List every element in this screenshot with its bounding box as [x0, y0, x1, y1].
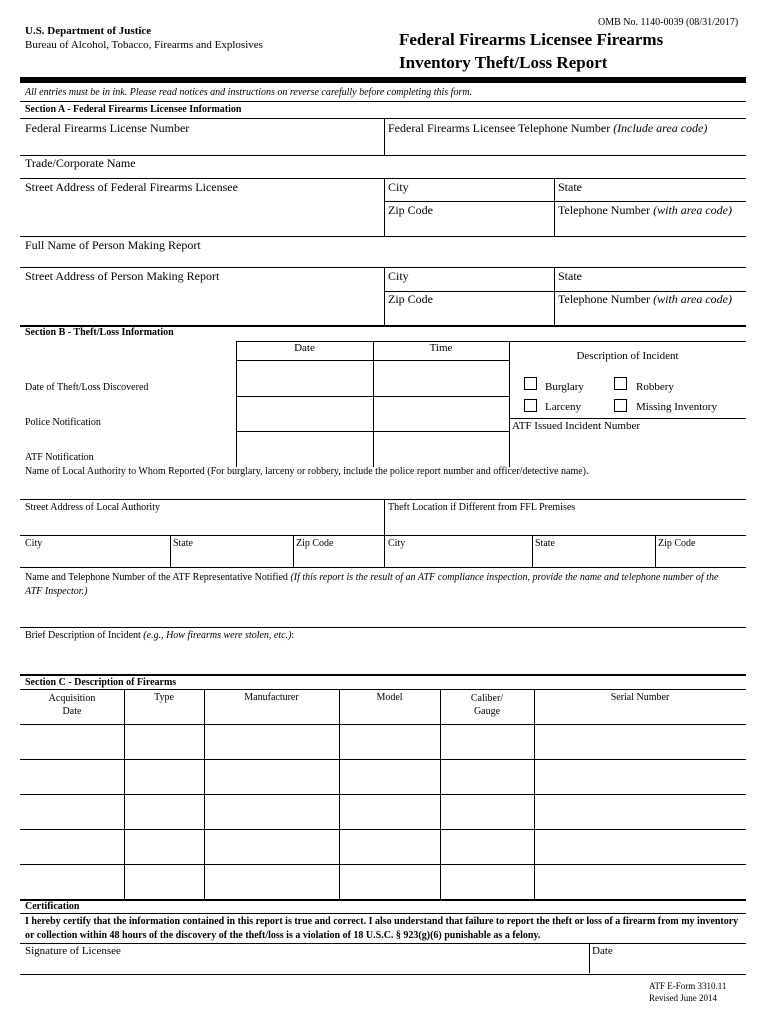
divider	[293, 535, 294, 567]
telephone-label: Telephone Number	[558, 203, 654, 217]
burglary-label: Burglary	[545, 381, 584, 393]
divider	[20, 689, 746, 690]
reporter-telephone-field[interactable]	[558, 292, 743, 322]
divider	[384, 267, 385, 325]
police-time-field[interactable]	[375, 398, 507, 429]
section-c-title: Section C - Description of Firearms	[25, 677, 177, 688]
state-label: State	[173, 538, 193, 549]
firearm-table-row[interactable]	[20, 725, 746, 758]
header-rule	[20, 77, 746, 83]
divider	[20, 567, 746, 568]
licensee-phone-field[interactable]	[388, 121, 743, 154]
discovered-date-field[interactable]	[238, 362, 371, 395]
atf-representative-label: Name and Telephone Number of the ATF Representative Notified	[25, 572, 291, 583]
licensee-city-field[interactable]	[388, 180, 551, 200]
police-date-field[interactable]	[238, 398, 371, 429]
divider	[20, 267, 746, 268]
divider	[20, 535, 746, 536]
local-authority-field[interactable]	[25, 466, 740, 496]
divider	[554, 178, 555, 236]
telephone-note: (with area code)	[653, 292, 733, 306]
brief-description-field[interactable]	[25, 630, 740, 672]
state-label: State	[535, 538, 555, 549]
divider	[655, 535, 656, 567]
city-label: City	[25, 538, 43, 549]
robbery-checkbox[interactable]	[614, 377, 627, 390]
divider	[170, 535, 171, 567]
acquisition-header-line2: Date	[62, 706, 82, 717]
city-label: City	[388, 538, 406, 549]
firearm-table-row[interactable]	[20, 865, 746, 898]
burglary-checkbox[interactable]	[524, 377, 537, 390]
reporter-name-field[interactable]	[25, 238, 740, 266]
divider	[20, 627, 746, 628]
acquisition-date-header	[20, 692, 124, 718]
signature-date-label: Date	[592, 945, 613, 957]
location-zip-field[interactable]	[658, 538, 743, 564]
atf-representative-field[interactable]	[25, 571, 725, 625]
bureau-name: Bureau of Alcohol, Tobacco, Firearms and Explosives	[25, 39, 263, 51]
brief-description-label: Brief Description of Incident	[25, 630, 144, 641]
robbery-label: Robbery	[636, 381, 674, 393]
authority-city-field[interactable]	[25, 538, 167, 564]
atf-representative-note: (If this report is the result of an ATF compliance inspection, provide the name and telephone number of the ATF Inspector.)	[25, 572, 719, 597]
divider	[20, 943, 746, 944]
divider	[20, 499, 746, 500]
acquisition-header-line1: Acquisition	[48, 693, 96, 704]
license-number-label: Federal Firearms License Number	[25, 121, 190, 135]
section-b-title: Section B - Theft/Loss Information	[25, 327, 174, 338]
authority-state-field[interactable]	[173, 538, 290, 564]
form-number: ATF E-Form 3310.11	[649, 981, 727, 991]
zip-label: Zip Code	[296, 538, 334, 549]
signature-label: Signature of Licensee	[25, 945, 121, 957]
licensee-zip-field[interactable]	[388, 203, 551, 233]
authority-street-field[interactable]	[25, 502, 380, 532]
section-a-title: Section A - Federal Firearms Licensee Information	[25, 104, 242, 115]
divider	[236, 396, 509, 397]
licensee-phone-label: Federal Firearms Licensee Telephone Number	[388, 121, 614, 135]
larceny-checkbox[interactable]	[524, 399, 537, 412]
trade-name-field[interactable]	[25, 156, 740, 178]
licensee-state-field[interactable]	[558, 180, 743, 200]
zip-label: Zip Code	[388, 203, 433, 217]
brief-description-note: (e.g., How firearms were stolen, etc.)	[143, 630, 292, 641]
form-title-line1: Federal Firearms Licensee Firearms	[399, 30, 664, 49]
section-divider	[20, 674, 746, 676]
caliber-gauge-header	[440, 692, 534, 718]
form-title-line2: Inventory Theft/Loss Report	[399, 53, 608, 72]
omb-number: OMB No. 1140-0039 (08/31/2017)	[598, 17, 739, 28]
certification-statement: I hereby certify that the information contained in this report is true and correct. I also understand that failure to report the theft or loss of a firearm from my inventory or collection within 48 hours of the discovery of the theft/loss is a violation of 18 U.S.C. § 923(g)(6) punishable as a felony.	[25, 916, 739, 941]
description-header: Description of Incident	[576, 350, 679, 362]
location-city-field[interactable]	[388, 538, 529, 564]
reporter-street-field[interactable]	[25, 269, 380, 324]
divider	[20, 913, 746, 914]
atf-row-label: ATF Notification	[25, 452, 94, 463]
revision-date: Revised June 2014	[649, 993, 717, 1003]
police-row-label: Police Notification	[25, 417, 101, 428]
agency-name: U.S. Department of Justice	[25, 25, 152, 37]
firearm-table-row[interactable]	[20, 830, 746, 863]
divider	[589, 943, 590, 973]
telephone-label: Telephone Number	[558, 292, 654, 306]
theft-location-field[interactable]	[388, 502, 743, 532]
authority-zip-field[interactable]	[296, 538, 381, 564]
state-label: State	[558, 180, 582, 194]
licensee-street-field[interactable]	[25, 180, 380, 236]
divider	[20, 101, 746, 102]
divider	[20, 178, 746, 179]
licensee-street-label: Street Address of Federal Firearms Licensee	[25, 180, 238, 194]
caliber-header-line2: Gauge	[473, 706, 501, 717]
location-state-field[interactable]	[535, 538, 652, 564]
discovered-row-label: Date of Theft/Loss Discovered	[25, 382, 149, 393]
larceny-label: Larceny	[545, 401, 582, 413]
divider	[20, 236, 746, 237]
divider	[384, 499, 385, 567]
authority-street-label: Street Address of Local Authority	[25, 502, 160, 513]
divider	[236, 360, 509, 361]
reporter-state-field[interactable]	[558, 269, 743, 289]
divider	[532, 535, 533, 567]
signature-field[interactable]	[25, 945, 585, 971]
reporter-name-label: Full Name of Person Making Report	[25, 238, 201, 252]
zip-label: Zip Code	[388, 292, 433, 306]
missing-inventory-checkbox[interactable]	[614, 399, 627, 412]
time-column-header: Time	[429, 342, 453, 354]
zip-label: Zip Code	[658, 538, 696, 549]
divider	[20, 974, 746, 975]
licensee-telephone-field[interactable]	[558, 203, 743, 233]
state-label: State	[558, 269, 582, 283]
date-column-header: Date	[294, 342, 315, 354]
theft-location-label: Theft Location if Different from FFL Premises	[388, 502, 576, 513]
atf-incident-number-label: ATF Issued Incident Number	[512, 420, 641, 432]
city-label: City	[388, 180, 409, 194]
city-label: City	[388, 269, 409, 283]
caliber-header-line1: Caliber/	[470, 693, 504, 704]
atf-incident-number-field[interactable]	[512, 420, 744, 464]
brief-description-colon: :	[291, 630, 295, 641]
divider	[509, 418, 746, 419]
divider	[20, 118, 746, 119]
certification-title: Certification	[25, 901, 80, 912]
divider	[236, 431, 509, 432]
reporter-city-field[interactable]	[388, 269, 551, 289]
divider	[554, 267, 555, 325]
section-divider	[20, 899, 746, 901]
divider	[384, 201, 746, 202]
type-header: Type	[154, 692, 174, 703]
manufacturer-header: Manufacturer	[244, 692, 299, 703]
reporter-zip-field[interactable]	[388, 292, 551, 322]
reporter-street-label: Street Address of Person Making Report	[25, 269, 220, 283]
divider	[384, 178, 385, 236]
serial-number-header: Serial Number	[610, 692, 670, 703]
local-authority-label: Name of Local Authority to Whom Reported (For burglary, larceny or robbery, include the police report number and officer/detective name).	[25, 466, 589, 477]
signature-date-field[interactable]	[592, 945, 742, 971]
atf-date-field[interactable]	[238, 433, 371, 465]
atf-time-field[interactable]	[375, 433, 507, 465]
discovered-time-field[interactable]	[375, 362, 507, 395]
telephone-note: (with area code)	[653, 203, 733, 217]
trade-name-label: Trade/Corporate Name	[25, 156, 136, 170]
instructions-text: All entries must be in ink. Please read notices and instructions on reverse carefully before completing this form.	[25, 87, 473, 98]
missing-inventory-label: Missing Inventory	[636, 401, 717, 413]
firearm-table-row[interactable]	[20, 760, 746, 793]
firearm-table-row[interactable]	[20, 795, 746, 828]
divider	[384, 118, 385, 155]
model-header: Model	[376, 692, 403, 703]
license-number-field[interactable]	[25, 121, 380, 154]
licensee-phone-note: (Include area code)	[613, 121, 708, 135]
